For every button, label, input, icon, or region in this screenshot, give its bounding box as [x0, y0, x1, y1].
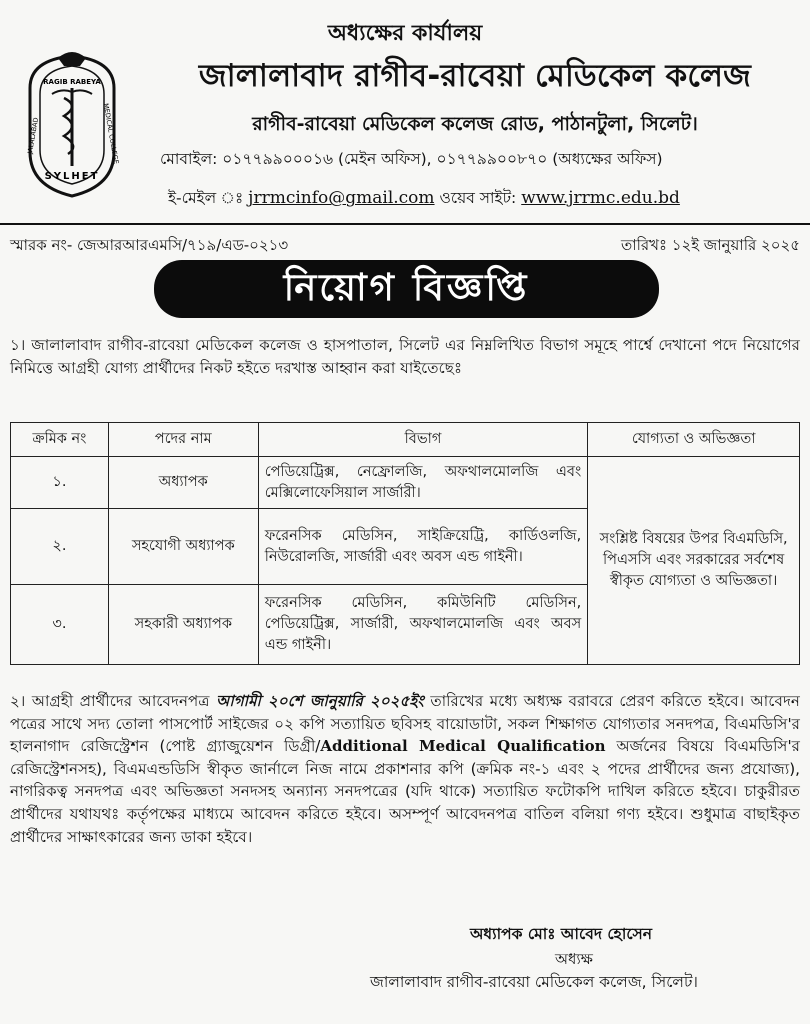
header-serial: ক্রমিক নং — [11, 423, 109, 457]
logo-top-text: RAGIB RABEYA — [43, 78, 101, 86]
row-post: সহযোগী অধ্যাপক — [108, 509, 258, 585]
notice-title-banner — [154, 260, 659, 318]
notice-title: নিয়োগ বিজ্ঞপ্তি — [283, 265, 530, 309]
row-department: ফরেনসিক মেডিসিন, সাইক্রিয়েট্রি, কার্ডিওলজি, নিউরোলজি, সার্জারী এবং অবস এন্ড গাইনী। — [258, 509, 588, 585]
college-address: রাগীব-রাবেয়া মেডিকেল কলেজ রোড, পাঠানটুলা, সিলেট। — [252, 113, 698, 135]
paragraph-2-middle: তারিখের মধ্যে অধ্যক্ষ বরাবরে প্রেরণ করিতে হইবে। আবেদন পত্রের সাথে সদ্য তোলা পাসপোর্ট সাইজের ০২ কপি সত্যায়িত ছবিসহ বায়োডাটা, সকল শিক্ষাগত যোগ্যতার সনদপত্র, বিএমডিসি'র হালনাগাদ রেজিস্ট্রেশন (পোষ্ট গ্র্যাজুয়েশন ডিগ্রী/ — [10, 692, 800, 756]
row-serial: ২. — [11, 509, 109, 585]
row-department: পেডিয়েট্রিক্স, নেফ্রোলজি, অফথালমোলজি এবং মেক্সিলোফেসিয়াল সার্জারী। — [258, 457, 588, 509]
letterhead — [0, 0, 810, 225]
row-post: অধ্যাপক — [108, 457, 258, 509]
contact-line — [168, 186, 680, 212]
email-label: ই-মেইল ঃ — [168, 189, 244, 207]
row-serial: ৩. — [11, 585, 109, 665]
email-link[interactable]: jrrmcinfo@gmail.com — [248, 188, 435, 208]
mobile-label: মোবাইল: — [160, 150, 218, 168]
qualification-cell: সংশ্লিষ্ট বিষয়ের উপর বিএমডিসি, পিএসসি এবং সরকারের সর্বশেষ স্বীকৃত যোগ্যতা ও অভিজ্ঞতা। — [588, 457, 800, 665]
logo-bottom-text: SYLHET — [44, 171, 100, 182]
website-link[interactable]: www.jrrmc.edu.bd — [521, 188, 680, 208]
english-phrase: Additional Medical Qualification — [320, 737, 606, 756]
row-post: সহকারী অধ্যাপক — [108, 585, 258, 665]
caduceus-seal-icon — [18, 48, 126, 200]
row-department: ফরেনসিক মেডিসিন, কমিউনিটি মেডিসিন, পেডিয়েট্রিক্স, সার্জারী, অফথালমোলজি এবং অবস এন্ড গাইনী। — [258, 585, 588, 665]
table-row — [11, 457, 800, 509]
signatory-title: অধ্যক্ষ — [555, 950, 593, 968]
office-title: অধ্যক্ষের কার্যালয় — [327, 21, 483, 46]
signatory-name: অধ্যাপক মোঃ আবেদ হোসেন — [470, 925, 653, 943]
application-deadline: আগামী ২০শে জানুয়ারি ২০২৫ইং — [216, 692, 424, 710]
header-qualification: যোগ্যতা ও অভিজ্ঞতা — [588, 423, 800, 457]
website-label: ওয়েব সাইট: — [439, 189, 517, 207]
paragraph-2 — [10, 690, 800, 848]
paragraph-2-start: ২। আগ্রহী প্রার্থীদের আবেদনপত্র — [10, 692, 217, 710]
logo-right-text: MEDICAL COLLEGE — [101, 102, 121, 165]
vacancy-table — [10, 422, 800, 665]
paragraph-2-end: অর্জনের বিষয়ে বিএমডিসি'র রেজিস্ট্রেশনসহ), বিএমএন্ডডিসি স্বীকৃত জার্নালে নিজ নামে প্রকাশনার কপি (ক্রমিক নং-১ এবং ২ পদের প্রার্থীদের জন্য প্রযোজ্য), নাগরিকত্ব সনদপত্র এবং অভিজ্ঞতা সনদসহ অন্যান্য সনদপত্রের (যদি থাকে) সত্যায়িত ফটোকপি দাখিল করিতে হইবে। চাকুরীরত প্রার্থীদের যথাযথঃ কর্তৃপক্ষের মাধ্যমে আবেদন করিতে হইবে। অসম্পূর্ণ আবেদনপত্র বাতিল বলিয়া গণ্য হইবে। শুধুমাত্র বাছাইকৃত প্রার্থীদের সাক্ষাৎকারের জন্য ডাকা হইবে। — [10, 737, 800, 846]
mobile-numbers: ০১৭৭৯৯০০০১৬ (মেইন অফিস), ০১৭৭৯৯০০৮৭০ (অধ্যক্ষের অফিস) — [222, 150, 663, 168]
signatory-institution: জালালাবাদ রাগীব-রাবেয়া মেডিকেল কলেজ, সিলেট। — [370, 973, 698, 991]
notice-date: তারিখঃ ১২ই জানুয়ারি ২০২৫ — [620, 236, 800, 254]
logo-left-text: JALALABAD — [25, 116, 41, 155]
row-serial: ১. — [11, 457, 109, 509]
table-header-row — [11, 423, 800, 457]
college-name: জালালাবাদ রাগীব-রাবেয়া মেডিকেল কলেজ — [198, 58, 752, 94]
header-post: পদের নাম — [108, 423, 258, 457]
paragraph-1: ১। জালালাবাদ রাগীব-রাবেয়া মেডিকেল কলেজ ও হাসপাতাল, সিলেট এর নিম্নলিখিত বিভাগ সমূহে পার্শ্বে দেখানো পদে নিয়োগের নিমিত্তে আগ্রহী যোগ্য প্রার্থীদের নিকট হইতে দরখাস্ত আহ্বান করা যাইতেছেঃ — [10, 336, 800, 377]
memo-reference: স্মারক নং- জেআরআরএমসি/৭১৯/এড-০২১৩ — [10, 236, 289, 254]
header-department: বিভাগ — [258, 423, 588, 457]
mobile-line — [160, 147, 663, 173]
